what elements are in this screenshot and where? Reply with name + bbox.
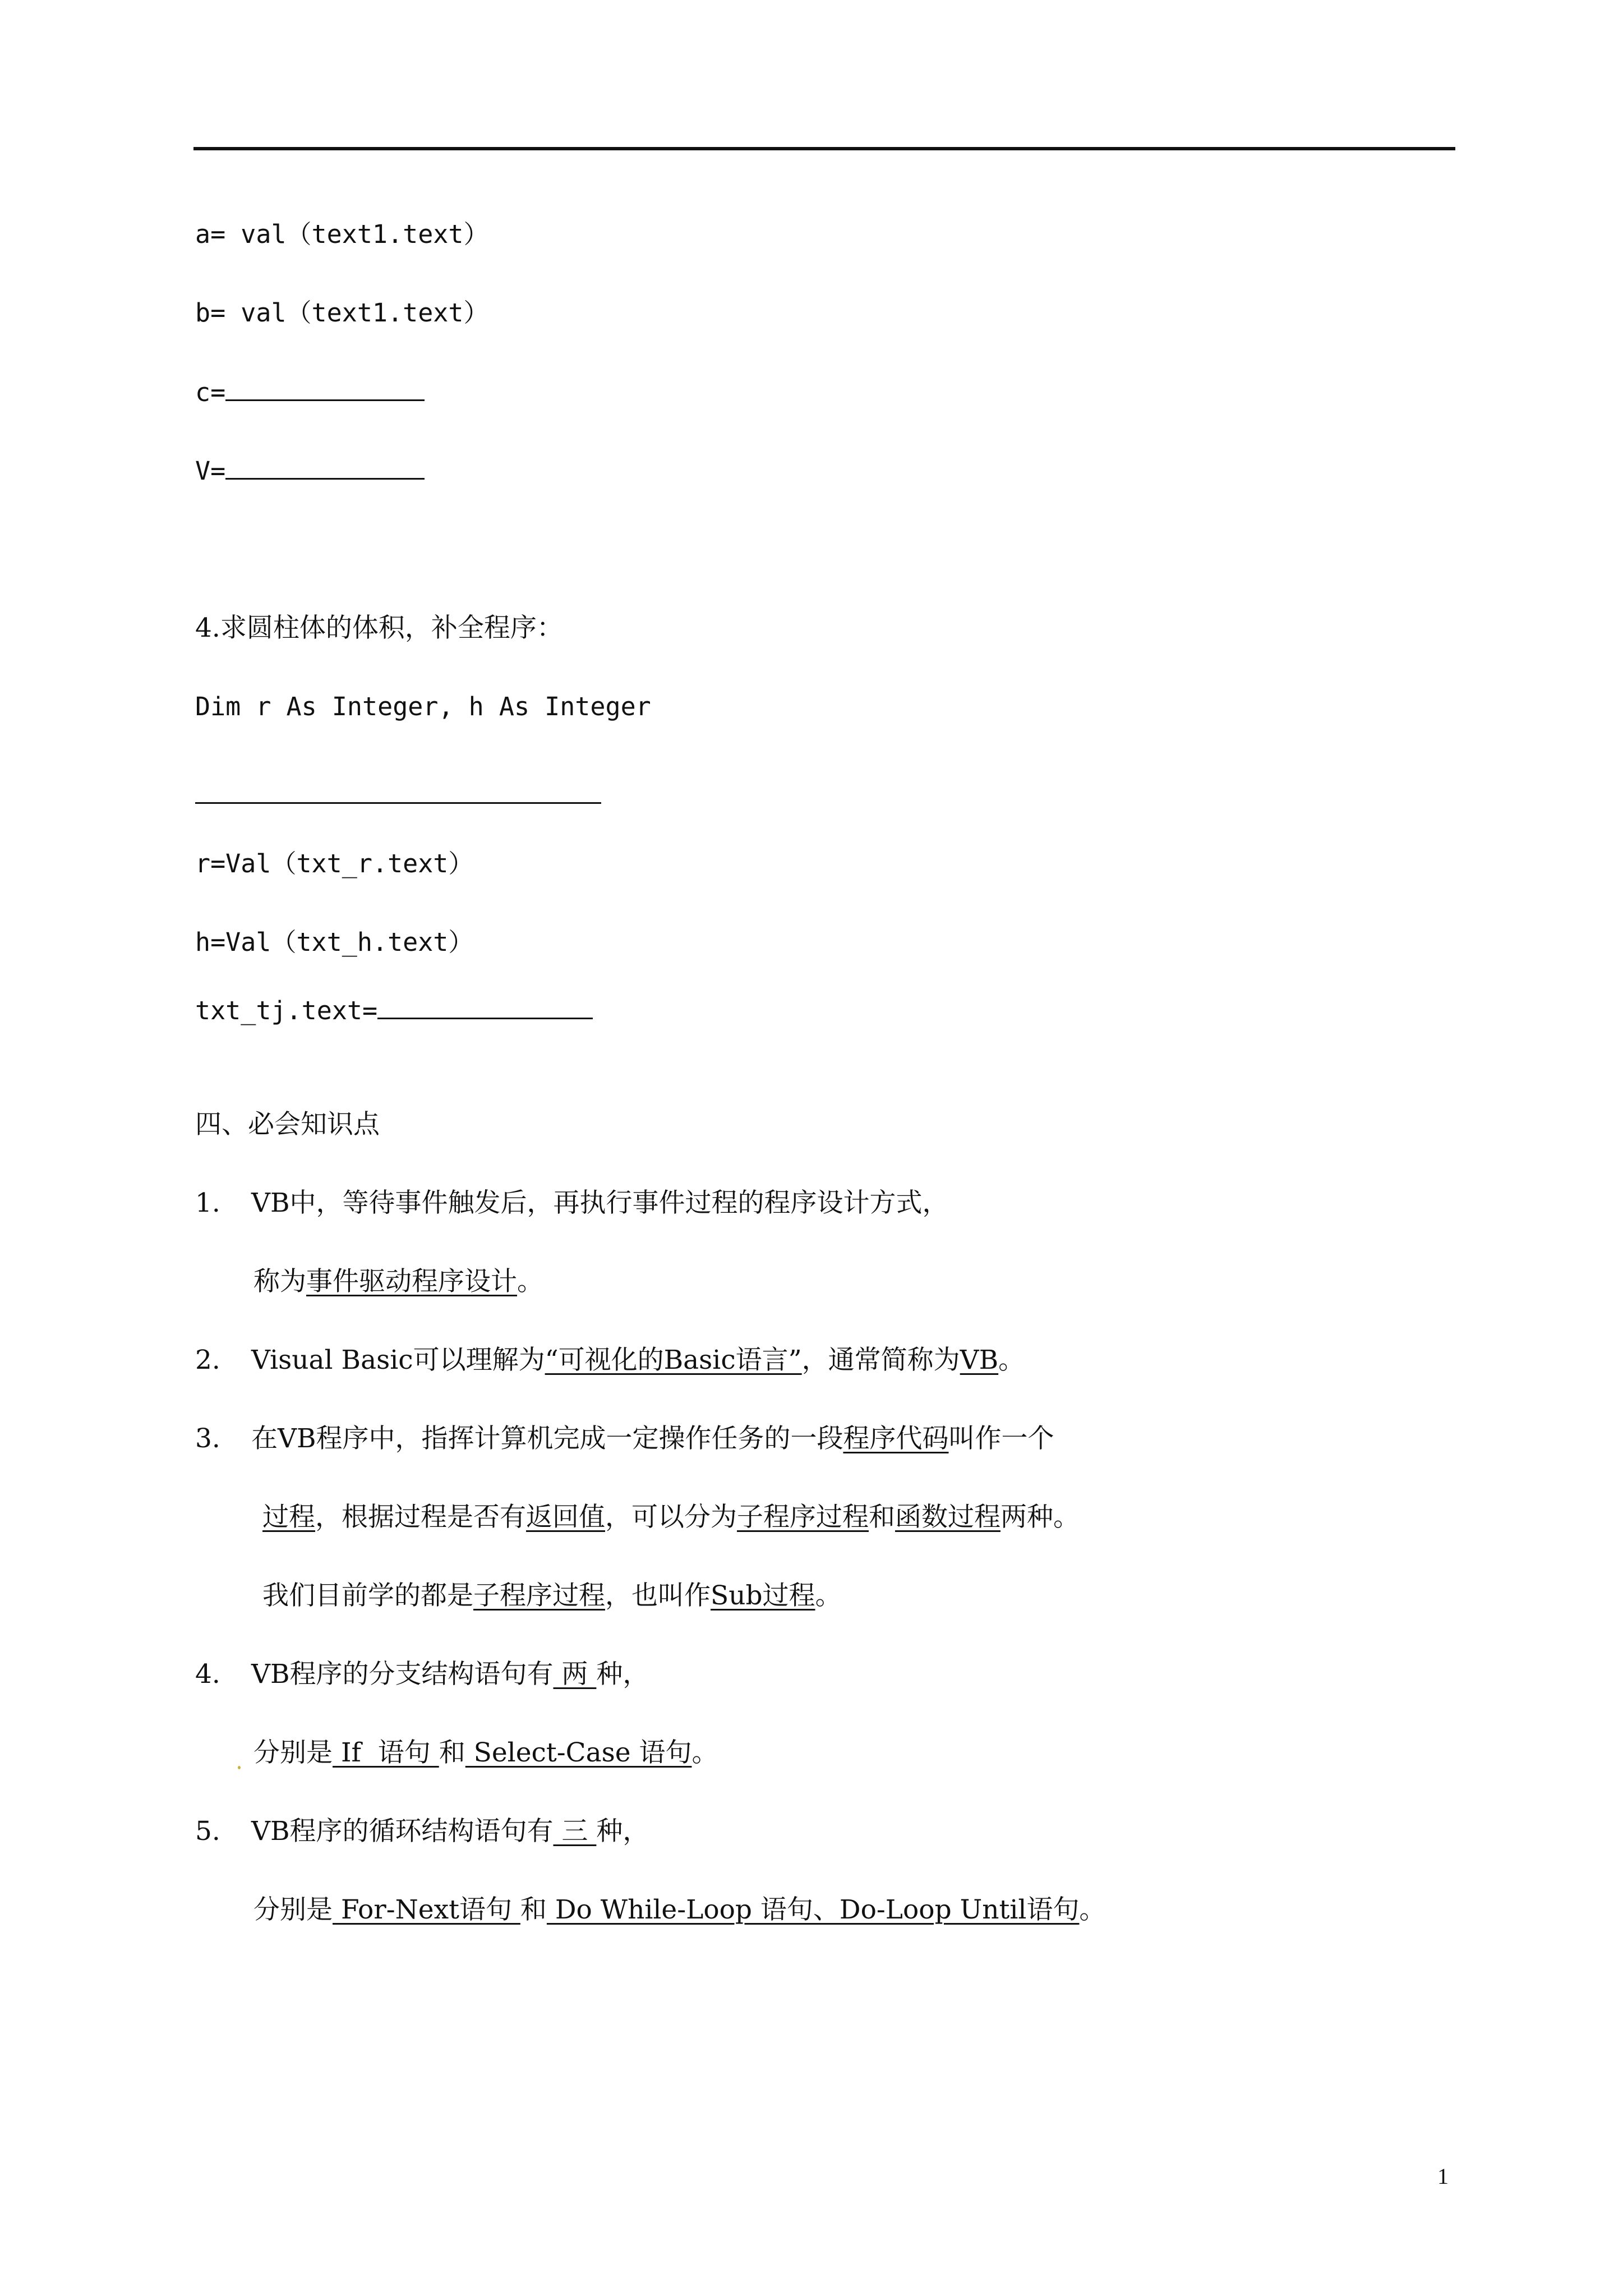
item4-line1-pre: VB程序的分支结构语句有: [251, 1659, 554, 1690]
item2-number: 2.: [195, 1345, 220, 1375]
fill-blank-declaration: [195, 802, 601, 804]
item1-line1: [195, 1186, 948, 1220]
item3-line2: [262, 1501, 1080, 1534]
item4-line2-pre: 分别是: [253, 1737, 333, 1768]
item5-line2-post: 。: [1079, 1894, 1106, 1925]
section-heading: 四、必会知识点: [195, 1109, 380, 1140]
question4-tj-line: [195, 993, 593, 1028]
question4-h-line: h=Val（txt_h.text）: [195, 927, 474, 957]
item3-answer-sub: 子程序过程: [737, 1502, 869, 1533]
item4-number: 4.: [195, 1659, 220, 1690]
item4-line2-post: 。: [691, 1737, 718, 1768]
item2-pre: Visual Basic可以理解为: [251, 1345, 545, 1375]
item3-line2-t3: 和: [869, 1502, 895, 1533]
item4-answer-select: Select-Case 语句: [465, 1737, 692, 1768]
item2-answer-2: VB: [960, 1345, 999, 1375]
item4-line2: [253, 1736, 718, 1770]
item1-line2-pre: 称为: [253, 1266, 306, 1297]
code-line-c: [195, 375, 425, 409]
item5-answer-do: Do While-Loop 语句、Do-Loop Until语句: [546, 1894, 1080, 1925]
fill-blank-v: [225, 453, 425, 480]
item3-line2-t1: ，根据过程是否有: [315, 1502, 526, 1533]
code-line-a: a= val（text1.text）: [195, 219, 489, 249]
item3-answer-function: 函数过程: [895, 1502, 1000, 1533]
item2-answer-1: “可视化的Basic语言”: [545, 1345, 802, 1375]
item3-line1-post: 叫作一个: [948, 1423, 1054, 1454]
item3-answer-code: 程序代码: [843, 1423, 949, 1454]
item1-text: VB中，等待事件触发后，再执行事件过程的程序设计方式，: [251, 1188, 949, 1218]
item2-post: 。: [998, 1345, 1025, 1375]
item1-number: 1.: [195, 1188, 220, 1218]
item3-line2-t4: 两种。: [1000, 1502, 1080, 1533]
question4-dim-line: Dim r As Integer, h As Integer: [195, 692, 651, 721]
item5-line1-pre: VB程序的循环结构语句有: [251, 1816, 554, 1847]
item4-line2-mid: 和: [439, 1737, 465, 1768]
item3-line3-t2: ，也叫作: [605, 1580, 711, 1611]
item5-answer-count: 三: [553, 1816, 597, 1847]
item3-line2-t2: ，可以分为: [605, 1502, 737, 1533]
item5-line2-mid: 和: [520, 1894, 547, 1925]
question4-tj-label: txt_tj.text=: [195, 996, 378, 1025]
item3-line3-t1: 我们目前学的都是: [262, 1580, 473, 1611]
item1-line2-post: 。: [517, 1266, 543, 1297]
item4-answer-count: 两: [553, 1659, 597, 1690]
item4-line1: [195, 1658, 649, 1691]
question4-r-line: r=Val（txt_r.text）: [195, 849, 474, 878]
code-line-b: b= val（text1.text）: [195, 298, 489, 328]
item2-mid: ，通常简称为: [801, 1345, 960, 1375]
item3-line3-t3: 。: [815, 1580, 842, 1611]
item3-answer-return: 返回值: [526, 1502, 605, 1533]
code-line-v-label: V=: [195, 456, 226, 486]
fill-blank-c: [225, 375, 425, 401]
page-number: 1: [1437, 2164, 1449, 2189]
question4-title: 4.求圆柱体的体积，补全程序：: [195, 613, 563, 643]
scan-speck: [238, 1766, 241, 1769]
item5-line1-post: 种，: [596, 1816, 649, 1847]
item5-line1: [195, 1815, 649, 1848]
item1-answer: 事件驱动程序设计: [306, 1266, 517, 1297]
item2-line: [195, 1343, 1025, 1377]
item3-answer-sub-2: 子程序过程: [473, 1580, 605, 1611]
item1-line2: [253, 1265, 543, 1299]
code-line-v: [195, 453, 425, 488]
code-line-c-label: c=: [195, 378, 226, 407]
item3-answer-sub-procedure: Sub过程: [711, 1580, 815, 1611]
item5-line2: [253, 1893, 1105, 1927]
item5-number: 5.: [195, 1816, 220, 1847]
item4-answer-if: If 语句: [333, 1737, 439, 1768]
item3-line3: [262, 1579, 842, 1613]
header-rule: [193, 147, 1455, 150]
item3-number: 3.: [195, 1423, 220, 1454]
item4-line1-post: 种，: [596, 1659, 649, 1690]
item5-line2-pre: 分别是: [253, 1894, 333, 1925]
item3-line1-pre: 在VB程序中，指挥计算机完成一定操作任务的一段: [251, 1423, 843, 1454]
item3-answer-procedure: 过程: [262, 1502, 315, 1533]
fill-blank-tj: [377, 993, 593, 1019]
item5-answer-for: For-Next语句: [333, 1894, 520, 1925]
item3-line1: [195, 1422, 1054, 1456]
